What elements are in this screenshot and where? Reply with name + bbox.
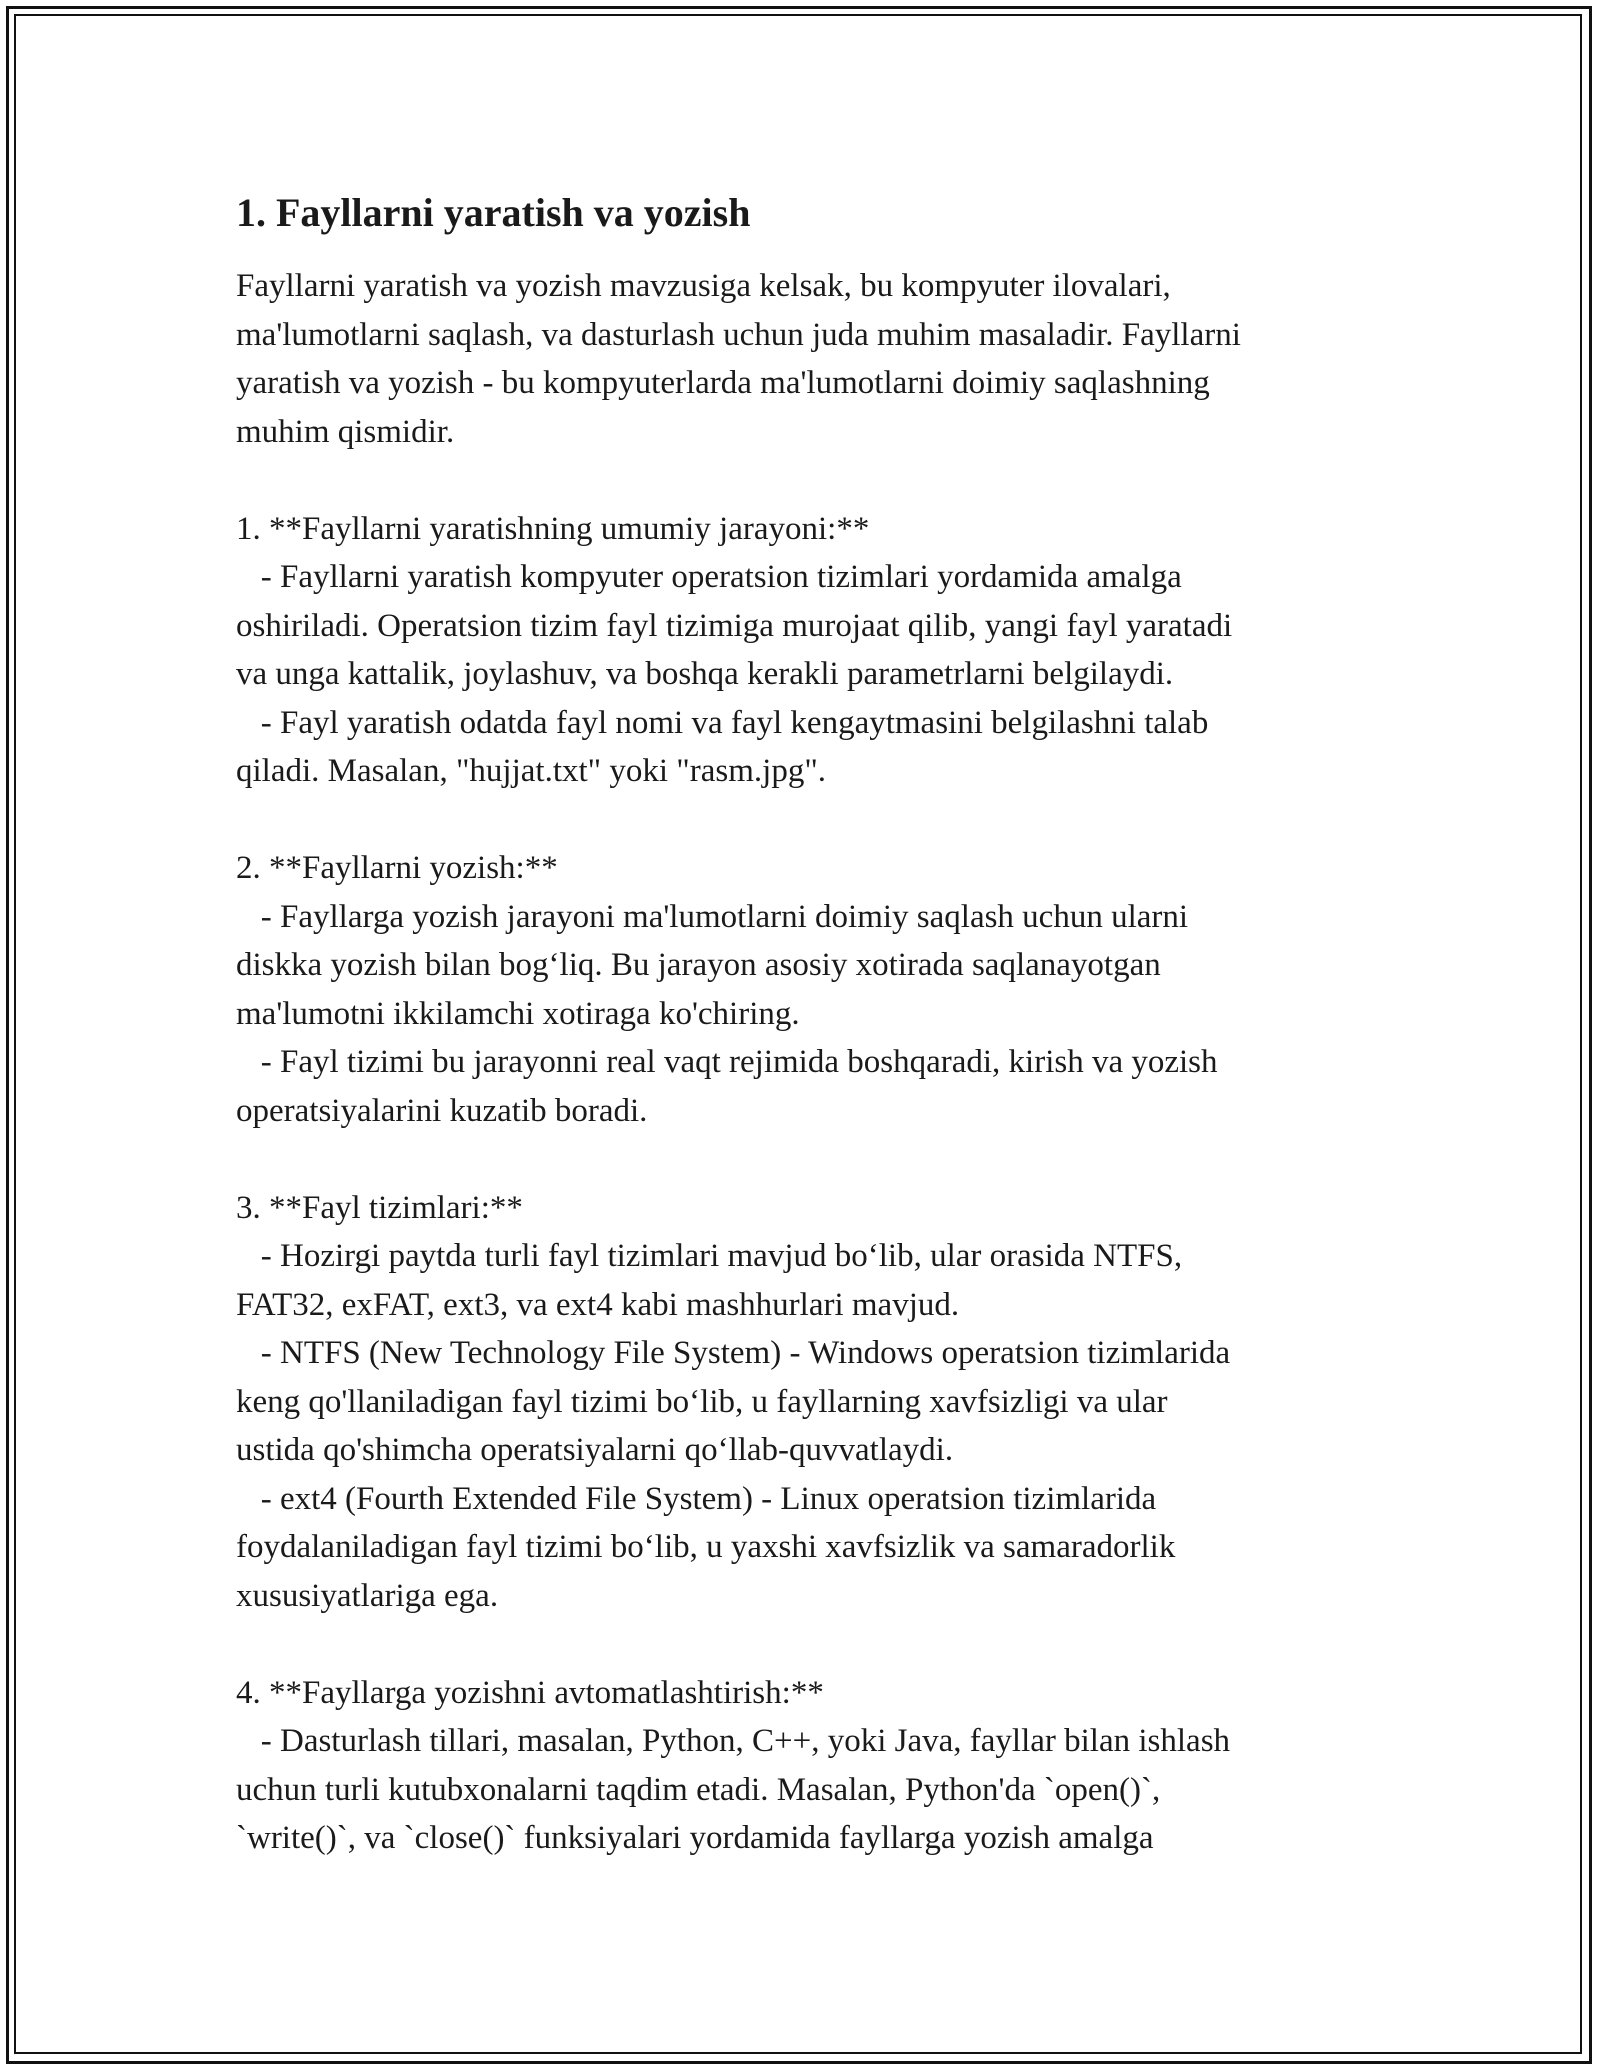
document-heading: 1. Fayllarni yaratish va yozish <box>236 190 751 235</box>
document-body: Fayllarni yaratish va yozish mavzusiga kelsak, bu kompyuter ilovalari, ma'lumotlarni saqlash, va dasturlash uchun juda muhim masaladir. Fayllarni yaratish va yozish - bu kompyuterlarda ma'lumotlarni doimiy saqlashning muhim qismidir. 1. **Fayllarni yaratishning umumiy jarayoni:** - Fayllarni yaratish kompyuter operatsion tizimlari yordamida amalga oshiriladi. Operatsion tizim fayl tizimiga murojaat qilib, yangi fayl yaratadi va unga kattalik, joylashuv, va boshqa kerakli parametrlarni belgilaydi. - Fayl yaratish odatda fayl nomi va fayl kengaytmasini belgilashni talab qiladi. Masalan, "hujjat.txt" yoki "rasm.jpg". 2. **Fayllarni yozish:** - Fayllarga yozish jarayoni ma'lumotlarni doimiy saqlash uchun ularni diskka yozish bilan bog‘liq. Bu jarayon asosiy xotirada saqlanayotgan ma'lumotni ikkilamchi xotiraga ko'chiring. - Fayl tizimi bu jarayonni real vaqt rejimida boshqaradi, kirish va yozish operatsiyalarini kuzatib boradi. 3. **Fayl tizimlari:** - Hozirgi paytda turli fayl tizimlari mavjud bo‘lib, ular orasida NTFS, FAT32, exFAT, ext3, va ext4 kabi mashhurlari mavjud. - NTFS (New Technology File System) - Windows operatsion tizimlarida keng qo'llaniladigan fayl tizimi bo‘lib, u fayllarning xavfsizligi va ular ustida qo'shimcha operatsiyalarni qo‘llab-quvvatlaydi. - ext4 (Fourth Extended File System) - Linux operatsion tizimlarida foydalaniladigan fayl tizimi bo‘lib, u yaxshi xavfsizlik va samaradorlik xususiyatlariga ega. 4. **Fayllarga yozishni avtomatlashtirish:** - Dasturlash tillari, masalan, Python, C++, yoki Java, fayllar bilan ishlash uchun turli kutubxonalarni taqdim etadi. Masalan, Python'da `open()`, `write()`, va `close()` funksiyalari yordamida fayllarga yozish amalga <box>236 268 1241 1856</box>
document-page <box>236 188 1366 1863</box>
